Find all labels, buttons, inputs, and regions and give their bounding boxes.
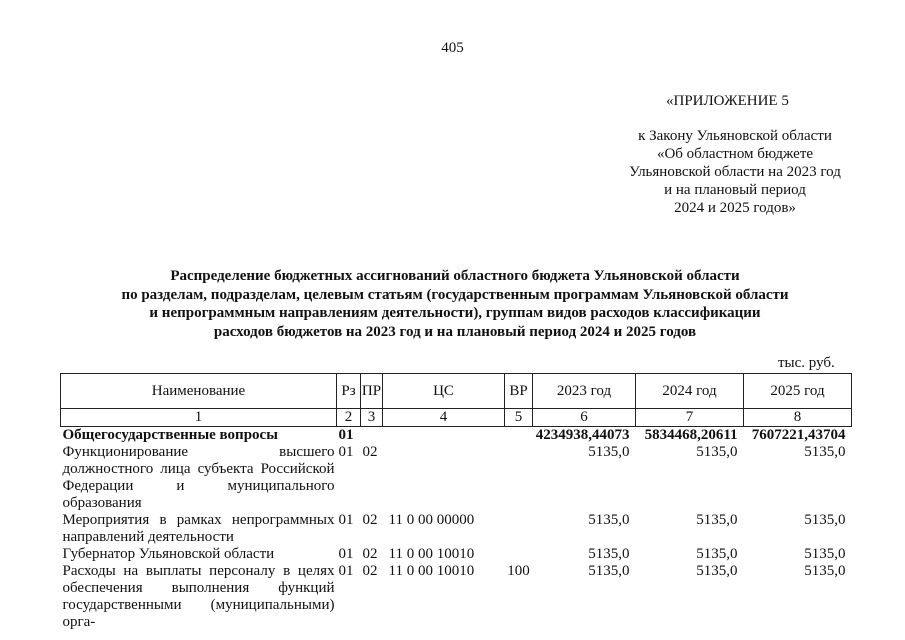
row-vr <box>505 512 533 546</box>
row-pr: 02 <box>362 546 378 562</box>
row-2023: 4234938,44073 <box>535 427 630 443</box>
header-2024: 2024 год <box>636 374 744 409</box>
row-2025: 5135,0 <box>804 444 846 460</box>
table-row <box>61 546 852 563</box>
page-number: 405 <box>441 40 464 56</box>
title-line: по разделам, подразделам, целевым статьям (государственным программам Ульяновской области <box>121 286 789 303</box>
row-rz: 01 <box>338 563 354 579</box>
row-2025: 5135,0 <box>804 512 846 528</box>
table-row <box>61 444 852 512</box>
law-reference-line: Ульяновской области на 2023 год <box>629 164 841 180</box>
column-number-row <box>61 409 852 427</box>
row-2025: 5135,0 <box>804 546 846 562</box>
row-name: Мероприятия в рамках непрограммных направлений деятельности <box>62 512 335 545</box>
table-row <box>61 427 852 445</box>
row-2023: 5135,0 <box>588 512 630 528</box>
law-reference <box>585 127 885 217</box>
row-cs: 11 0 00 00000 <box>388 512 475 528</box>
title-line: Распределение бюджетных ассигнований областного бюджета Ульяновской области <box>170 268 740 284</box>
row-name: Расходы на выплаты персоналу в целях обеспечения выполнения функций государственными (муниципальными) орга- <box>62 563 335 630</box>
row-pr: 02 <box>362 444 378 460</box>
row-2023: 5135,0 <box>588 444 630 460</box>
row-vr <box>505 427 533 445</box>
law-reference-line: к Закону Ульяновской области <box>638 128 832 144</box>
row-2025: 5135,0 <box>804 563 846 579</box>
budget-table <box>60 373 852 631</box>
header-2025: 2025 год <box>744 374 852 409</box>
row-2024: 5135,0 <box>696 512 738 528</box>
title-line: и непрограммным направлениям деятельности), группам видов расходов классификации <box>149 305 761 321</box>
row-cs <box>383 427 505 445</box>
row-2023: 5135,0 <box>588 546 630 562</box>
title-line: расходов бюджетов на 2023 год и на плановый период 2024 и 2025 годов <box>213 323 697 340</box>
table-header-row <box>61 374 852 409</box>
header-2023: 2023 год <box>533 374 636 409</box>
row-pr: 02 <box>362 512 378 528</box>
header-vr: ВР <box>505 374 533 409</box>
row-2024: 5135,0 <box>696 563 738 579</box>
row-2024: 5135,0 <box>696 444 738 460</box>
row-vr <box>505 546 533 563</box>
column-number: 8 <box>744 409 852 427</box>
row-rz: 01 <box>338 444 354 460</box>
unit-label: тыс. руб. <box>778 355 835 371</box>
column-number: 3 <box>361 409 383 427</box>
law-reference-line: и на плановый период <box>664 182 806 198</box>
table-row <box>61 512 852 546</box>
column-number: 1 <box>61 409 337 427</box>
column-number: 7 <box>636 409 744 427</box>
header-rz: Рз <box>337 374 361 409</box>
row-cs: 11 0 00 10010 <box>388 546 475 562</box>
table-row <box>61 563 852 631</box>
row-cs <box>383 444 505 512</box>
column-number: 4 <box>383 409 505 427</box>
row-rz: 01 <box>338 427 354 443</box>
row-rz: 01 <box>338 512 354 528</box>
document-title <box>60 267 850 341</box>
row-pr <box>361 427 383 445</box>
row-name: Функционирование высшего должностного лица субъекта Российской Федерации и муниципального образования <box>62 444 335 511</box>
header-cs: ЦС <box>383 374 505 409</box>
column-number: 6 <box>533 409 636 427</box>
appendix-label: «ПРИЛОЖЕНИЕ 5 <box>666 93 789 109</box>
row-vr <box>505 444 533 512</box>
column-number: 2 <box>337 409 361 427</box>
row-rz: 01 <box>338 546 354 562</box>
header-pr: ПР <box>361 374 383 409</box>
row-2024: 5135,0 <box>696 546 738 562</box>
row-name: Губернатор Ульяновской области <box>62 546 275 562</box>
row-2025: 7607221,43704 <box>751 427 846 443</box>
row-pr: 02 <box>362 563 378 579</box>
column-number: 5 <box>505 409 533 427</box>
law-reference-line: 2024 и 2025 годов» <box>674 200 796 216</box>
row-2024: 5834468,20611 <box>644 427 738 443</box>
row-2023: 5135,0 <box>588 563 630 579</box>
row-vr: 100 <box>507 563 530 579</box>
header-name: Наименование <box>61 374 337 409</box>
row-name: Общегосударственные вопросы <box>62 427 278 443</box>
law-reference-line: «Об областном бюджете <box>656 146 814 162</box>
row-cs: 11 0 00 10010 <box>388 563 475 579</box>
